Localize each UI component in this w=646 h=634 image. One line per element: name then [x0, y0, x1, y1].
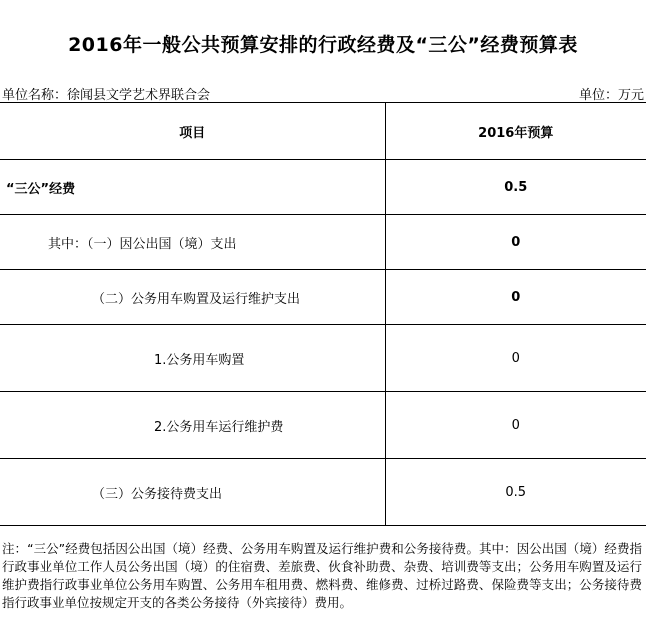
table-row [0, 459, 646, 526]
row-label-overseas: 其中：（一）因公出国（境）支出 [0, 215, 385, 270]
footnote: 注：“三公”经费包括因公出国（境）经费、公务用车购置及运行维护费和公务接待费。其中：因公出国（境）经费指行政事业单位工作人员公务出国（境）的住宿费、差旅费、伙食补助费、杂费、培训费等支出；公务用车购置及运行维护费指行政事业单位公务用车购置、公务用车租用费、燃料费、维修费、过桥过路费、保险费等支出；公务接待费指行政事业单位按规定开支的各类公务接待（外宾接待）费用。 [2, 541, 642, 610]
unit-name-label: 单位名称：徐闻县文学艺术界联合会 [2, 88, 211, 103]
table-row [0, 270, 646, 325]
unit-info-row [0, 84, 646, 102]
table-row [0, 215, 646, 270]
row-label-vehicle-purchase: 1.公务用车购置 [0, 325, 385, 392]
table-header-row [0, 103, 646, 160]
row-label-reception: （三）公务接待费支出 [0, 459, 385, 526]
row-value-vehicle-purchase: 0 [385, 325, 646, 392]
page-title: 2016年一般公共预算安排的行政经费及“三公”经费预算表 [68, 34, 578, 56]
table-row [0, 325, 646, 392]
row-value-sangong-total: 0.5 [385, 160, 646, 215]
row-value-overseas: 0 [385, 215, 646, 270]
row-label-vehicle-maintenance: 2.公务用车运行维护费 [0, 392, 385, 459]
table-row [0, 392, 646, 459]
budget-table [0, 102, 646, 526]
row-value-vehicle-maintenance: 0 [385, 392, 646, 459]
row-label-vehicle: （二）公务用车购置及运行维护支出 [0, 270, 385, 325]
header-budget: 2016年预算 [385, 103, 646, 160]
table-row [0, 160, 646, 215]
row-label-sangong-total: “三公”经费 [0, 160, 385, 215]
row-value-reception: 0.5 [385, 459, 646, 526]
header-item: 项目 [0, 103, 385, 160]
row-value-vehicle: 0 [385, 270, 646, 325]
unit-amount-label: 单位：万元 [578, 88, 644, 103]
